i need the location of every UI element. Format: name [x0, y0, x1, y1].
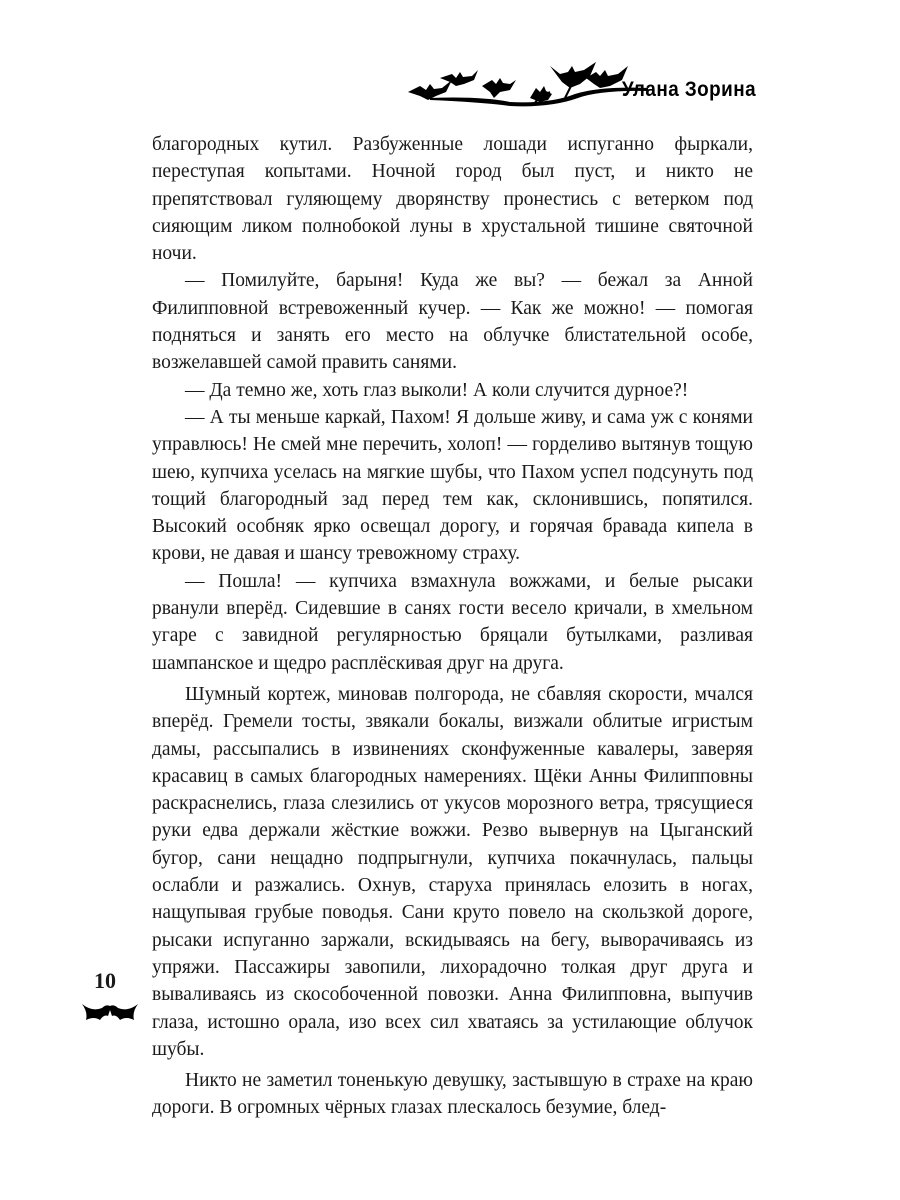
author-name: Улана Зорина — [621, 78, 756, 101]
paragraph: — Помилуйте, барыня! Куда же вы? — бежал за Анной Филипповной встревоженный кучер. — Как же можно! — помогая подняться и занять его место на облучке блистательной особе, возжелавшей самой править санями. — [152, 270, 753, 374]
body-text — [152, 131, 753, 1122]
bat-icon — [440, 70, 478, 86]
bat-icon — [550, 62, 596, 88]
paragraph: благородных кутил. Разбуженные лошади испуганно фыркали, переступая копытами. Ночной город был пуст, и никто не препятствовал гуляющему дворянству пронестись с ветерком под сияющим ликом полнобокой луны в хрустальной тишине святочной ночи. — [152, 134, 753, 265]
paragraph: Никто не заметил тоненькую девушку, застывшую в страхе на краю дороги. В огромных чёрных глазах плескалось безумие, блед- — [152, 1070, 753, 1119]
running-header — [400, 58, 760, 114]
paragraph: — Пошла! — купчиха взмахнула вожжами, и белые рысаки рванули вперёд. Сидевшие в санях гости весело кричали, в хмельном угаре с завидной регулярностью бряцали бутылками, разливая шампанское и щедро расплёскивая друг на друга. — [152, 570, 753, 674]
bat-icon — [482, 78, 516, 98]
bat-icon — [530, 86, 552, 102]
page-number: 10 — [94, 968, 116, 993]
bats-on-branch-ornament — [400, 58, 650, 114]
bat-icon — [408, 80, 452, 100]
bat-icon — [80, 998, 140, 1032]
paragraph: Шумный кортеж, миновав полгорода, не сбавляя скорости, мчался вперёд. Гремели тосты, звякали бокалы, визжали облитые игристым дамы, рассыпались в извинениях сконфуженные кавалеры, заверяя красавиц в самых благородных намерениях. Щёки Анны Филипповны раскраснелись, глаза слезились от укусов морозного ветра, трясущиеся руки едва держали жёсткие вожжи. Резво вывернув на Цыганский бугор, сани нещадно подпрыгнули, купчиха покачнулась, пальцы ослабли и разжались. Охнув, старуха принялась елозить в ногах, нащупывая грубые поводья. Сани круто повело на скользкой дороге, рысаки испуганно заржали, вскидываясь на бегу, выворачиваясь из упряжи. Пассажиры завопили, лихорадочно толкая друг друга и вываливаясь из скособоченной повозки. Анна Филипповна, выпучив глаза, истошно орала, изо всех сил хватаясь за устилающие облучок шубы. — [152, 683, 753, 1060]
paragraph: — Да темно же, хоть глаз выколи! А коли случится дурное?! — [185, 379, 689, 401]
paragraph: — А ты меньше каркай, Пахом! Я дольше живу, и сама уж с конями управлюсь! Не смей мне перечить, холоп! — горделиво вытянув тощую шею, купчиха уселась на мягкие шубы, что Пахом успел подсунуть под тощий благородный зад перед тем как, склонившись, попятился. Высокий особняк ярко освещал дорогу, и горячая бравада кипела в крови, не давая и шансу тревожному страху. — [152, 406, 753, 565]
